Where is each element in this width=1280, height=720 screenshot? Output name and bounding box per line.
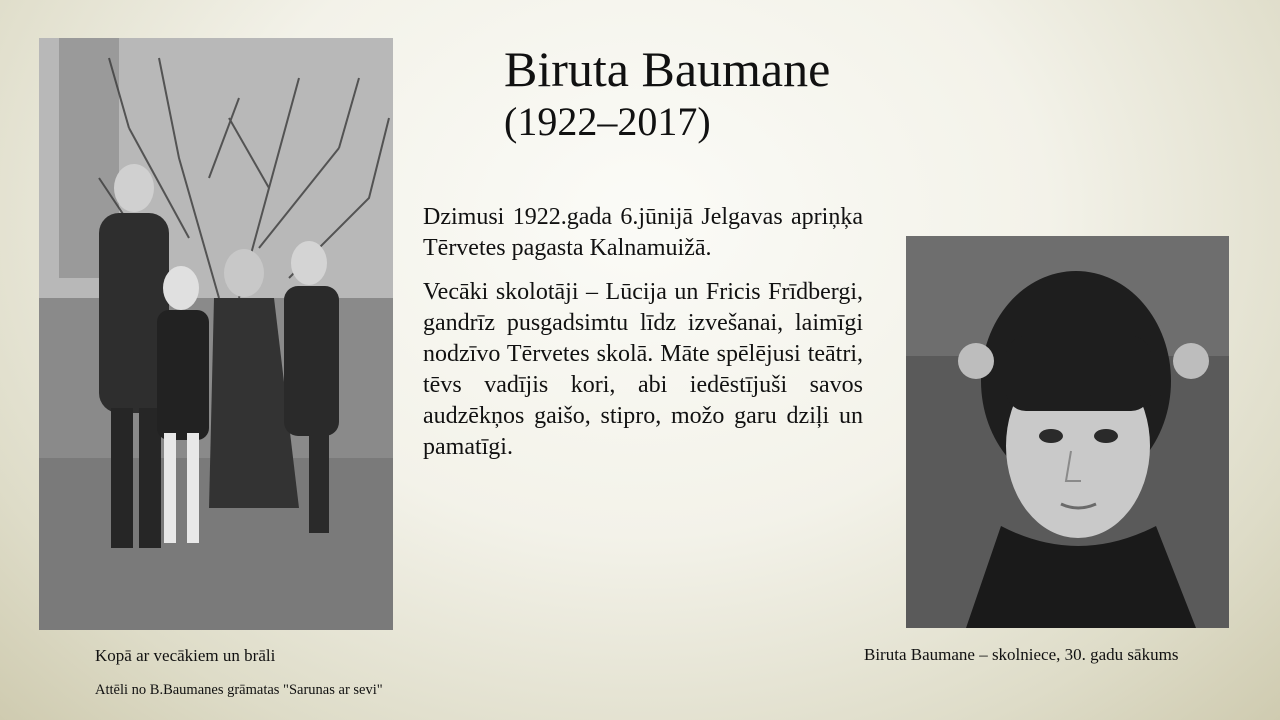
portrait-photo	[906, 236, 1229, 628]
family-photo	[39, 38, 393, 630]
image-source-caption: Attēli no B.Baumanes grāmatas "Sarunas ar sevi"	[95, 682, 383, 698]
biography-text	[423, 202, 863, 476]
portrait-photo-caption: Biruta Baumane – skolniece, 30. gadu sākums	[864, 645, 1179, 664]
slide-years: (1922–2017)	[504, 99, 711, 144]
slide-title: Biruta Baumane	[504, 41, 831, 97]
biography-paragraph-parents: Vecāki skolotāji – Lūcija un Fricis Frīdbergi, gandrīz pusgadsimtu līdz izvešanai, laimīgi nodzīvo Tērvetes skolā. Māte spēlējusi teātri, tēvs vadījis kori, abi iedēstījuši savos audzēkņos gaišo, stipro, možo garu dziļi un pamatīgi.	[423, 279, 863, 460]
biography-paragraph-birth: Dzimusi 1922.gada 6.jūnijā Jelgavas apriņķa Tērvetes pagasta Kalnamuižā.	[423, 204, 863, 261]
family-photo-caption: Kopā ar vecākiem un brāli	[95, 646, 276, 665]
